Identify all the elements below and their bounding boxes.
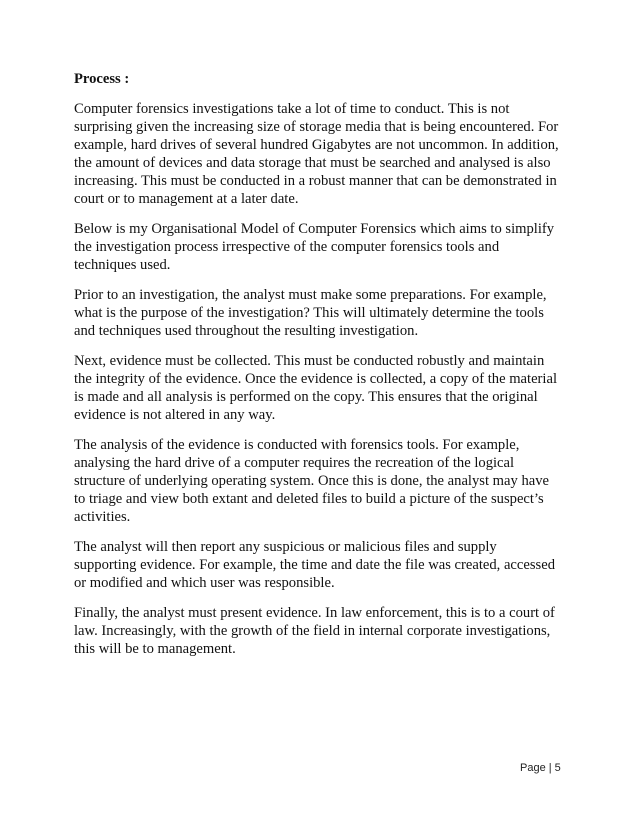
paragraph-reporting: The analyst will then report any suspicious or malicious files and supply supporting evidence. For example, the time and date the file was created, accessed or modified and which user was responsible. (74, 539, 555, 591)
paragraph-analysis: The analysis of the evidence is conducted with forensics tools. For example, analysing the hard drive of a computer requires the recreation of the logical structure of underlying operating system. Once this is done, the analyst may have to triage and view both extant and deleted files to build a picture of the suspect’s activities. (74, 437, 549, 525)
paragraph-intro: Computer forensics investigations take a lot of time to conduct. This is not surprising given the increasing size of storage media that is being encountered. For example, hard drives of several hundred Gigabytes are not uncommon. In addition, the amount of devices and data storage that must be searched and analysed is also increasing. This must be conducted in a robust manner that can be demonstrated in court or to management at a later date. (74, 101, 559, 207)
page-number: Page | 5 (520, 762, 561, 774)
paragraph-model: Below is my Organisational Model of Computer Forensics which aims to simplify the investigation process irrespective of the computer forensics tools and techniques used. (74, 221, 555, 273)
paragraph-collection: Next, evidence must be collected. This must be conducted robustly and maintain the integrity of the evidence. Once the evidence is collected, a copy of the material is made and all analysis is performed on the copy. This ensures that the original evidence is not altered in any way. (74, 353, 558, 423)
document-body (74, 70, 569, 670)
section-heading: Process : (74, 71, 130, 87)
paragraph-presentation: Finally, the analyst must present evidence. In law enforcement, this is to a court of law. Increasingly, with the growth of the field in internal corporate investigations, this will be to management. (74, 605, 555, 657)
paragraph-preparation: Prior to an investigation, the analyst must make some preparations. For example, what is the purpose of the investigation? This will ultimately determine the tools and techniques used throughout the resulting investigation. (74, 287, 547, 339)
